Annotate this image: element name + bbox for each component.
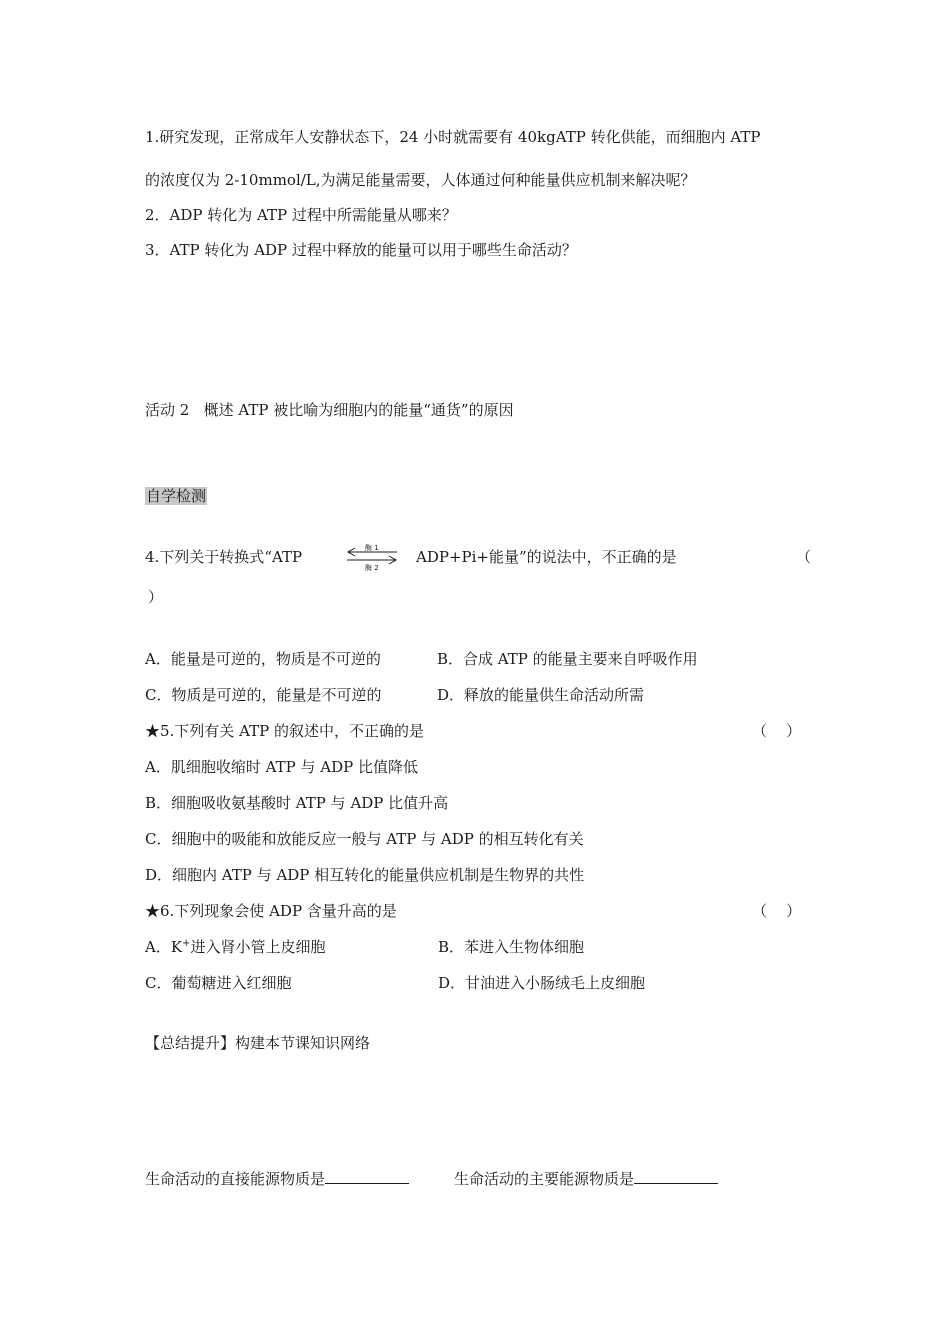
q4-option-a: A．能量是可逆的，物质是不可逆的 xyxy=(145,650,381,668)
q5-option-a: A．肌细胞收缩时 ATP 与 ADP 比值降低 xyxy=(145,758,418,776)
q5-option-d: D．细胞内 ATP 与 ADP 相互转化的能量供应机制是生物界的共性 xyxy=(145,866,585,884)
main-energy-blank[interactable] xyxy=(634,1169,718,1184)
q6-option-d: D．甘油进入小肠绒毛上皮细胞 xyxy=(438,974,646,992)
question-4-prefix: 4.下列关于转换式“ATP xyxy=(145,548,303,566)
direct-energy-label: 生命活动的直接能源物质是 xyxy=(145,1170,326,1188)
question-5-stem: ★5.下列有关 ATP 的叙述中，不正确的是 xyxy=(145,722,424,740)
direct-energy-question xyxy=(145,1169,409,1189)
question-4-suffix: ADP+Pi+能量”的说法中，不正确的是 xyxy=(416,548,677,566)
q4-option-b: B．合成 ATP 的能量主要来自呼吸作用 xyxy=(437,650,698,668)
reversible-reaction-arrow-icon xyxy=(343,540,401,574)
question-1-line-2: 的浓度仅为 2-10mmol/L,为满足能量需要，人体通过何种能量供应机制来解决呢？ xyxy=(145,171,696,189)
q6-option-b: B．苯进入生物体细胞 xyxy=(438,938,585,956)
q4-option-d: D．释放的能量供生命活动所需 xyxy=(437,686,645,704)
question-1-line-1: 1.研究发现，正常成年人安静状态下，24 小时就需要有 40kgATP 转化供能，而细胞内 ATP xyxy=(145,128,761,146)
q6-option-a-prefix: A．K xyxy=(145,938,183,956)
direct-energy-blank[interactable] xyxy=(325,1169,409,1184)
question-4-paren-close: ） xyxy=(148,588,164,606)
q6-option-a-superscript: + xyxy=(182,938,191,949)
question-6-paren: （ ） xyxy=(752,902,802,920)
question-5-paren: （ ） xyxy=(752,722,802,740)
self-test-label: 自学检测 xyxy=(146,487,207,505)
q5-option-c: C．细胞中的吸能和放能反应一般与 ATP 与 ADP 的相互转化有关 xyxy=(145,830,584,848)
q5-option-b: B．细胞吸收氨基酸时 ATP 与 ADP 比值升高 xyxy=(145,794,449,812)
q4-option-c: C．物质是可逆的，能量是不可逆的 xyxy=(145,686,382,704)
question-6-stem: ★6.下列现象会使 ADP 含量升高的是 xyxy=(145,902,397,920)
question-2: 2．ADP 转化为 ATP 过程中所需能量从哪来？ xyxy=(145,206,457,224)
self-test-heading xyxy=(145,486,207,506)
summary-heading: 【总结提升】构建本节课知识网络 xyxy=(145,1034,371,1052)
q6-option-c: C．葡萄糖进入红细胞 xyxy=(145,974,292,992)
q6-option-a-text: 进入肾小管上皮细胞 xyxy=(190,938,326,956)
question-3: 3．ATP 转化为 ADP 过程中释放的能量可以用于哪些生命活动？ xyxy=(145,241,577,259)
question-4-paren-open: （ xyxy=(796,548,812,566)
main-energy-question xyxy=(454,1169,718,1189)
enzyme-2-label: 酶 2 xyxy=(365,564,379,572)
activity-2-heading: 活动 2 概述 ATP 被比喻为细胞内的能量“通货”的原因 xyxy=(145,401,514,419)
q6-option-a xyxy=(145,937,325,957)
enzyme-1-label: 酶 1 xyxy=(365,544,379,552)
main-energy-label: 生命活动的主要能源物质是 xyxy=(454,1170,635,1188)
